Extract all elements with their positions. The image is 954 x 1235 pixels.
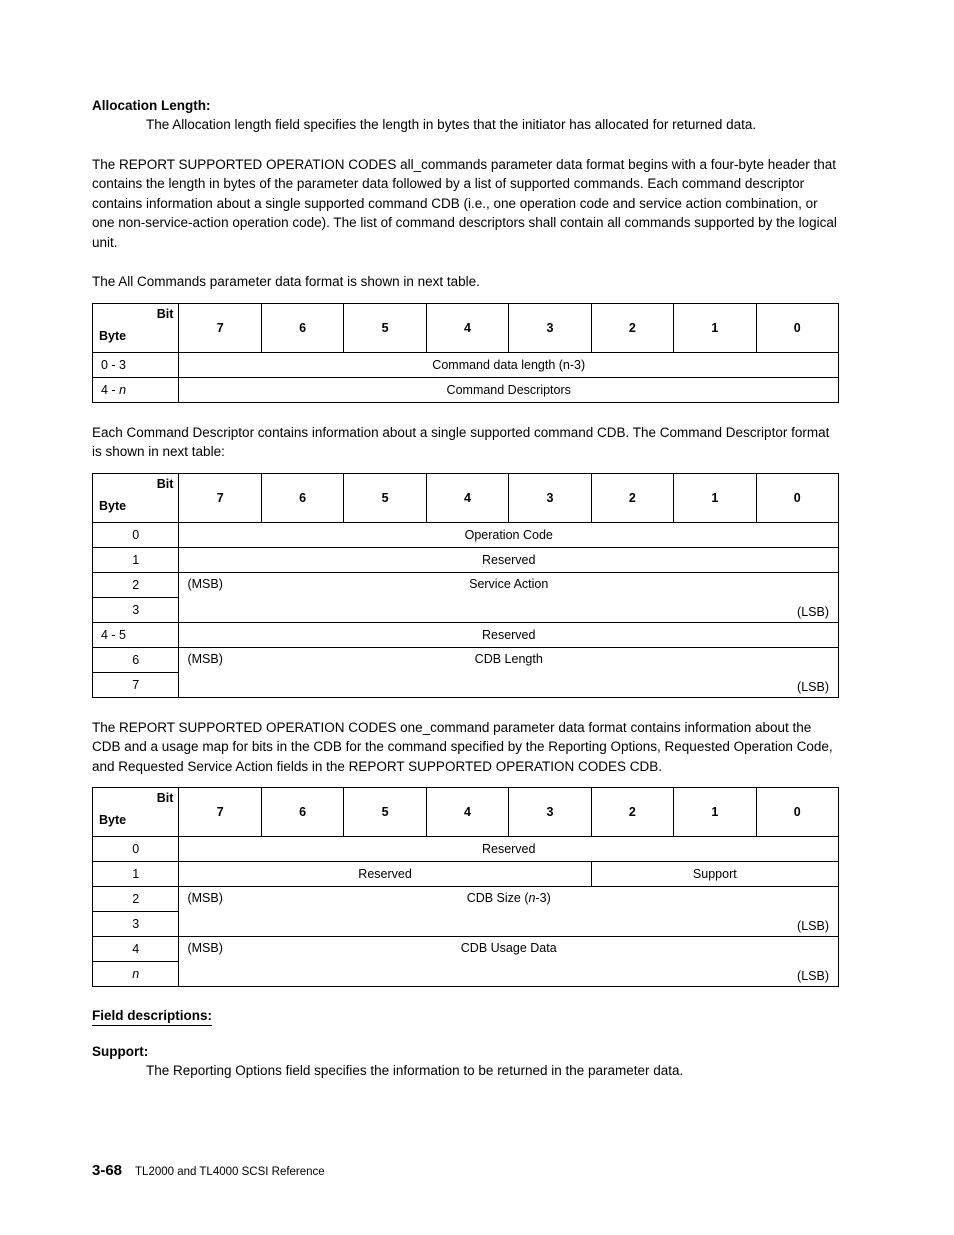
- byte-range-n: n: [119, 382, 127, 397]
- spacer: [92, 1026, 840, 1042]
- byte-label: 3: [93, 912, 179, 937]
- field-label: Reserved: [179, 622, 839, 647]
- spacer: [92, 462, 840, 473]
- one-command-format-table: [92, 787, 839, 987]
- all-commands-paragraph: The REPORT SUPPORTED OPERATION CODES all_commands parameter data format begins with a four-byte header that contains the length in bytes of the parameter data followed by a list of supported commands. Each command descriptor contains information about a single supported command CDB (i.e., one operation code and service action combination, or one non-service-action operation code). The list of command descriptors shall contain all commands supported by the logical unit.: [92, 156, 837, 250]
- field-label: CDB Usage Data: [460, 941, 557, 955]
- table-row: [93, 522, 839, 547]
- bit-column-1: 1: [674, 303, 756, 352]
- field-label-msb-lsb: [179, 647, 839, 697]
- field-label-msb-lsb: [179, 937, 839, 987]
- msb-marker: (MSB): [187, 576, 223, 591]
- field-descriptions-heading: Field descriptions:: [92, 1007, 212, 1026]
- field-label-support: Support: [591, 862, 838, 887]
- byte-axis-label: Byte: [99, 498, 127, 513]
- bit-column-3: 3: [509, 788, 591, 837]
- bit-column-5: 5: [344, 788, 426, 837]
- bit-axis-label: Bit: [156, 791, 174, 805]
- bit-byte-corner-cell: [93, 303, 179, 352]
- spacer: [92, 292, 840, 303]
- allocation-length-heading: Allocation Length:: [92, 98, 211, 113]
- field-label: Command data length (n-3): [179, 352, 839, 377]
- bit-column-2: 2: [591, 303, 673, 352]
- bit-column-2: 2: [591, 788, 673, 837]
- page-footer: [92, 1162, 852, 1180]
- bit-column-0: 0: [756, 303, 838, 352]
- field-label: Command Descriptors: [179, 377, 839, 402]
- msb-marker: (MSB): [187, 651, 223, 666]
- byte-range-label: 4 - 5: [93, 622, 179, 647]
- field-label: Reserved: [179, 547, 839, 572]
- all-commands-format-table: [92, 303, 839, 403]
- bit-column-6: 6: [261, 788, 343, 837]
- byte-label: 7: [93, 672, 179, 697]
- table-row: [93, 937, 839, 962]
- table-row: [93, 647, 839, 672]
- byte-label: 2: [93, 572, 179, 597]
- bit-column-7: 7: [179, 473, 261, 522]
- footer-reference-title: TL2000 and TL4000 SCSI Reference: [135, 1166, 325, 1178]
- table-row: [93, 887, 839, 912]
- lsb-marker: (LSB): [797, 604, 829, 619]
- spacer: [92, 776, 840, 787]
- bit-column-4: 4: [426, 303, 508, 352]
- byte-label: 6: [93, 647, 179, 672]
- table-row: [93, 622, 839, 647]
- table-header-row: [93, 303, 839, 352]
- table-row: [93, 352, 839, 377]
- field-label-reserved: Reserved: [179, 862, 591, 887]
- table2-intro: Each Command Descriptor contains information about a single supported command CDB. The Command Descriptor format is shown in next table:: [92, 424, 830, 459]
- field-label-post: -3): [535, 891, 551, 905]
- spacer: [92, 135, 840, 155]
- table1-intro: The All Commands parameter data format is shown in next table.: [92, 274, 480, 289]
- table-row: [93, 547, 839, 572]
- byte-range-text: 4 -: [101, 382, 120, 397]
- byte-axis-label: Byte: [99, 813, 127, 827]
- field-label-n: n: [528, 891, 536, 905]
- spacer: [92, 403, 840, 423]
- field-label-msb-lsb: [179, 572, 839, 622]
- bit-column-4: 4: [426, 788, 508, 837]
- byte-label: 3: [93, 597, 179, 622]
- byte-label: 1: [93, 862, 179, 887]
- lsb-marker: (LSB): [797, 969, 829, 983]
- byte-range-label: 0 - 3: [93, 352, 179, 377]
- msb-marker: (MSB): [187, 941, 223, 955]
- field-label-msb-lsb: [179, 887, 839, 937]
- bit-column-6: 6: [261, 473, 343, 522]
- field-label: [179, 891, 838, 905]
- bit-column-2: 2: [591, 473, 673, 522]
- field-label-pre: CDB Size (: [466, 891, 529, 905]
- bit-column-0: 0: [756, 788, 838, 837]
- byte-label: 1: [93, 547, 179, 572]
- bit-column-5: 5: [344, 303, 426, 352]
- byte-label: 0: [93, 522, 179, 547]
- bit-column-7: 7: [179, 303, 261, 352]
- bit-column-3: 3: [509, 303, 591, 352]
- bit-column-1: 1: [674, 473, 756, 522]
- bit-column-1: 1: [674, 788, 756, 837]
- support-body: The Reporting Options field specifies the information to be returned in the parameter data.: [146, 1063, 684, 1078]
- byte-label: 4: [93, 937, 179, 962]
- bit-column-7: 7: [179, 788, 261, 837]
- table-row: [93, 377, 839, 402]
- table-row: [93, 837, 839, 862]
- byte-range-label: [93, 377, 179, 402]
- lsb-marker: (LSB): [797, 919, 829, 933]
- bit-byte-corner-cell: [93, 473, 179, 522]
- table-header-row: [93, 788, 839, 837]
- lsb-marker: (LSB): [797, 679, 829, 694]
- bit-column-6: 6: [261, 303, 343, 352]
- byte-label: 0: [93, 837, 179, 862]
- field-label: CDB Length: [474, 651, 543, 666]
- bit-column-4: 4: [426, 473, 508, 522]
- byte-label-n: n: [93, 962, 179, 987]
- table-row: [93, 862, 839, 887]
- command-descriptor-format-table: [92, 473, 839, 698]
- allocation-length-body: The Allocation length field specifies the length in bytes that the initiator has allocated for returned data.: [146, 117, 757, 132]
- table3-intro: The REPORT SUPPORTED OPERATION CODES one_command parameter data format contains information about the CDB and a usage map for bits in the CDB for the command specified by the Reporting Options, Requested Operation Code, and Requested Service Action fields in the REPORT SUPPORTED OPERATION CODES CDB.: [92, 719, 833, 774]
- table-row: [93, 572, 839, 597]
- field-label: Reserved: [179, 837, 839, 862]
- bit-axis-label: Bit: [156, 476, 174, 491]
- field-label: Operation Code: [179, 522, 839, 547]
- msb-marker: (MSB): [187, 891, 223, 905]
- byte-axis-label: Byte: [99, 328, 127, 343]
- field-descriptions-section: [92, 1007, 840, 1026]
- bit-byte-corner-cell: [93, 788, 179, 837]
- table-header-row: [93, 473, 839, 522]
- bit-column-3: 3: [509, 473, 591, 522]
- byte-label: 2: [93, 887, 179, 912]
- bit-axis-label: Bit: [156, 306, 174, 321]
- bit-column-5: 5: [344, 473, 426, 522]
- support-heading: Support:: [92, 1044, 149, 1059]
- page-number: 3-68: [92, 1162, 123, 1179]
- spacer: [92, 987, 840, 1007]
- field-label: Service Action: [469, 576, 549, 591]
- spacer: [92, 698, 840, 718]
- spacer: [92, 252, 840, 272]
- bit-column-0: 0: [756, 473, 838, 522]
- page-content: [92, 96, 840, 1081]
